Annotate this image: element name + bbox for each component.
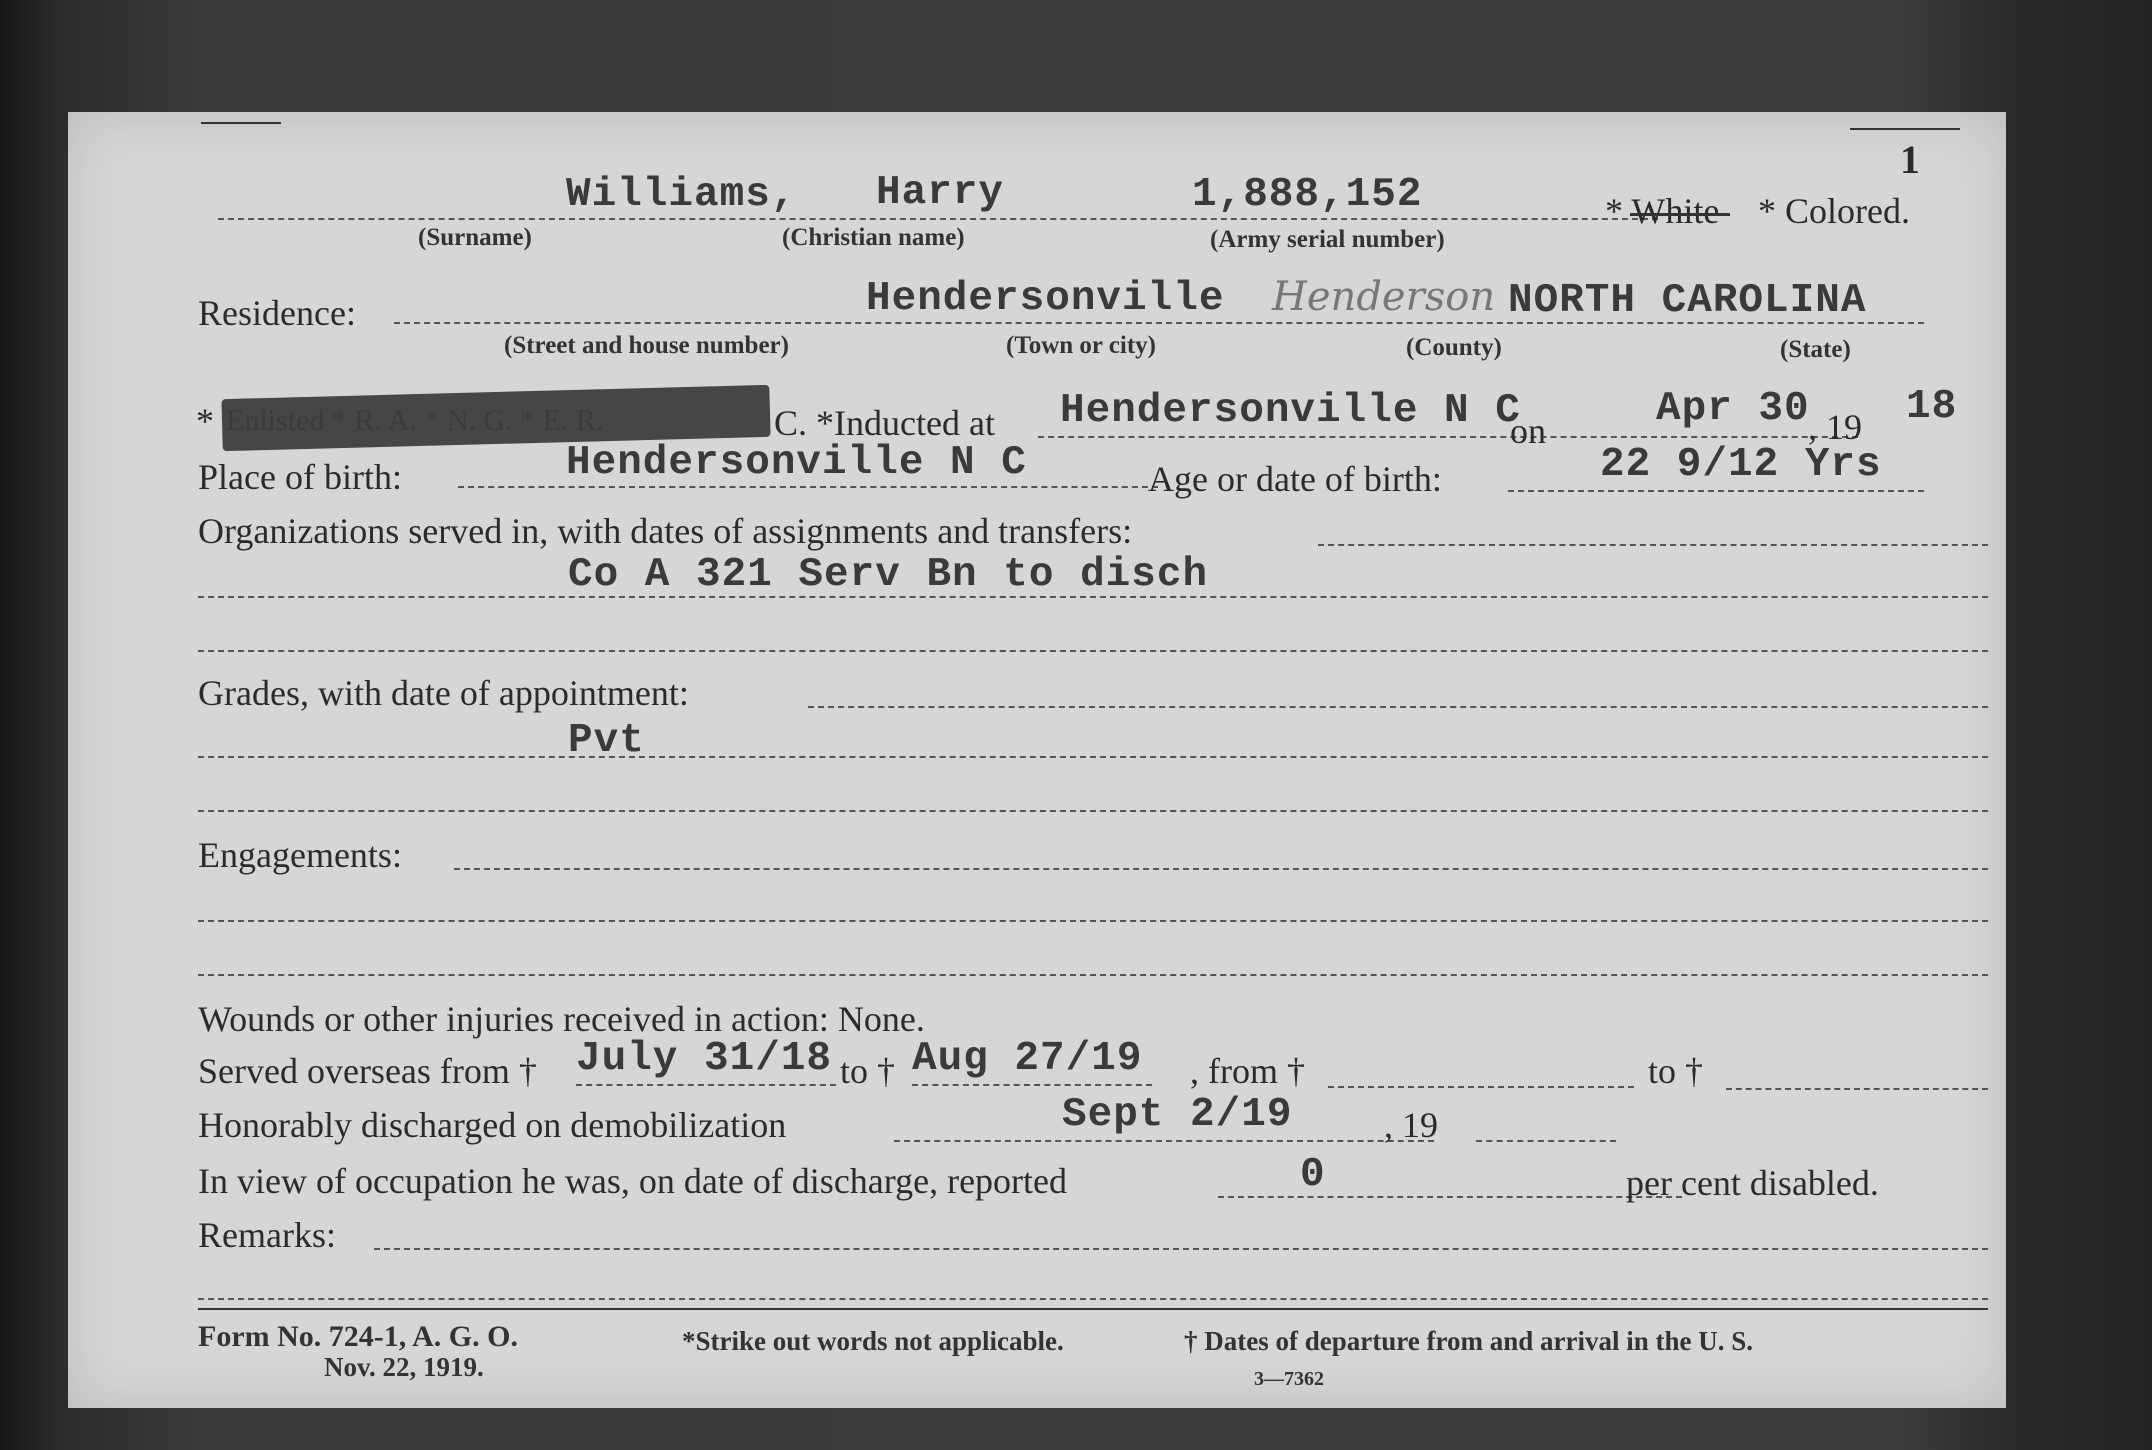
discharge-year-label: , 19 [1384, 1105, 1438, 1145]
birthplace-line [458, 486, 1158, 488]
inducted-date-value: Apr 30 [1656, 386, 1810, 432]
organizations-line-1 [1318, 544, 1988, 546]
residence-town-value: Hendersonville [866, 276, 1225, 322]
remarks-label: Remarks: [198, 1215, 336, 1255]
footer-rule [198, 1308, 1988, 1310]
engagements-label: Engagements: [198, 835, 402, 875]
residence-county-handwritten: Henderson [1272, 274, 1496, 320]
birthplace-label: Place of birth: [198, 457, 402, 497]
inducted-place-value: Hendersonville N C [1060, 388, 1521, 434]
age-value: 22 9/12 Yrs [1600, 442, 1882, 488]
form-date: Nov. 22, 1919. [324, 1352, 484, 1382]
top-left-rule [201, 122, 281, 124]
residence-state-value: NORTH CAROLINA [1508, 278, 1867, 324]
inducted-year-value: 18 [1906, 384, 1958, 430]
caption-state: (State) [1780, 336, 1851, 363]
grades-label: Grades, with date of appointment: [198, 673, 689, 713]
disability-suffix: per cent disabled. [1626, 1163, 1879, 1203]
remarks-line-2 [198, 1298, 1988, 1300]
second-from-line [1328, 1086, 1634, 1088]
footnote-strike-out: *Strike out words not applicable. [682, 1326, 1064, 1356]
surname-value: Williams, [566, 172, 797, 218]
engagements-line-1 [454, 868, 1988, 870]
grades-line-2 [198, 756, 1988, 758]
race-colored: * Colored. [1758, 191, 1910, 231]
enlisted-asterisk: * [196, 401, 214, 441]
second-from-label: , from † [1190, 1051, 1305, 1091]
age-label: Age or date of birth: [1148, 459, 1442, 499]
year-prefix: , 19 [1808, 407, 1862, 447]
caption-surname: (Surname) [418, 224, 532, 251]
remarks-line-1 [374, 1248, 1988, 1250]
top-right-rule [1850, 128, 1960, 130]
grades-line-3 [198, 810, 1988, 812]
engagements-line-3 [198, 974, 1988, 976]
on-label: on [1510, 411, 1546, 451]
disability-line [1218, 1196, 1682, 1198]
form-number: Form No. 724-1, A. G. O. [198, 1320, 518, 1353]
engagements-line-2 [198, 920, 1988, 922]
caption-serial-number: (Army serial number) [1210, 226, 1445, 253]
print-code: 3—7362 [1254, 1368, 1324, 1390]
caption-county: (County) [1406, 334, 1502, 361]
caption-town: (Town or city) [1006, 332, 1156, 359]
overseas-to-value: Aug 27/19 [912, 1036, 1143, 1082]
race-white: * White [1605, 191, 1720, 231]
footnote-dates: † Dates of departure from and arrival in the U. S. [1184, 1326, 1753, 1356]
organizations-line-3 [198, 650, 1988, 652]
discharge-line [894, 1140, 1434, 1142]
race-white-strike [1630, 213, 1730, 216]
organizations-value: Co A 321 Serv Bn to disch [568, 552, 1209, 598]
residence-label: Residence: [198, 293, 356, 333]
caption-street: (Street and house number) [504, 332, 789, 359]
grades-line-1 [808, 706, 1988, 708]
discharge-date-value: Sept 2/19 [1062, 1092, 1293, 1138]
caption-christian-name: (Christian name) [782, 224, 965, 251]
discharge-label: Honorably discharged on demobilization [198, 1105, 787, 1145]
organizations-label: Organizations served in, with dates of assignments and transfers: [198, 511, 1133, 551]
grades-value: Pvt [568, 718, 645, 764]
second-to-label: to † [1648, 1051, 1704, 1091]
card-number: 1 [1900, 137, 1920, 182]
wounds-label: Wounds or other injuries received in action: None. [198, 999, 925, 1039]
disability-label: In view of occupation he was, on date of discharge, reported [198, 1161, 1068, 1201]
overseas-to-line [912, 1084, 1152, 1086]
inducted-at-label: C. *Inducted at [774, 403, 995, 443]
disability-value: 0 [1300, 1152, 1326, 1198]
overseas-from-value: July 31/18 [576, 1036, 833, 1082]
age-line [1508, 490, 1924, 492]
discharge-year-line [1476, 1140, 1616, 1142]
birthplace-value: Hendersonville N C [566, 440, 1027, 486]
serial-number-value: 1,888,152 [1192, 172, 1423, 218]
service-record-card [68, 112, 2006, 1408]
overseas-from-line [576, 1084, 836, 1086]
overseas-label: Served overseas from † [198, 1051, 537, 1091]
overseas-to-label: to † [840, 1051, 896, 1091]
inducted-line [1038, 436, 1858, 438]
second-to-line [1726, 1088, 1988, 1090]
name-line [218, 218, 1658, 220]
christian-name-value: Harry [876, 170, 1005, 216]
